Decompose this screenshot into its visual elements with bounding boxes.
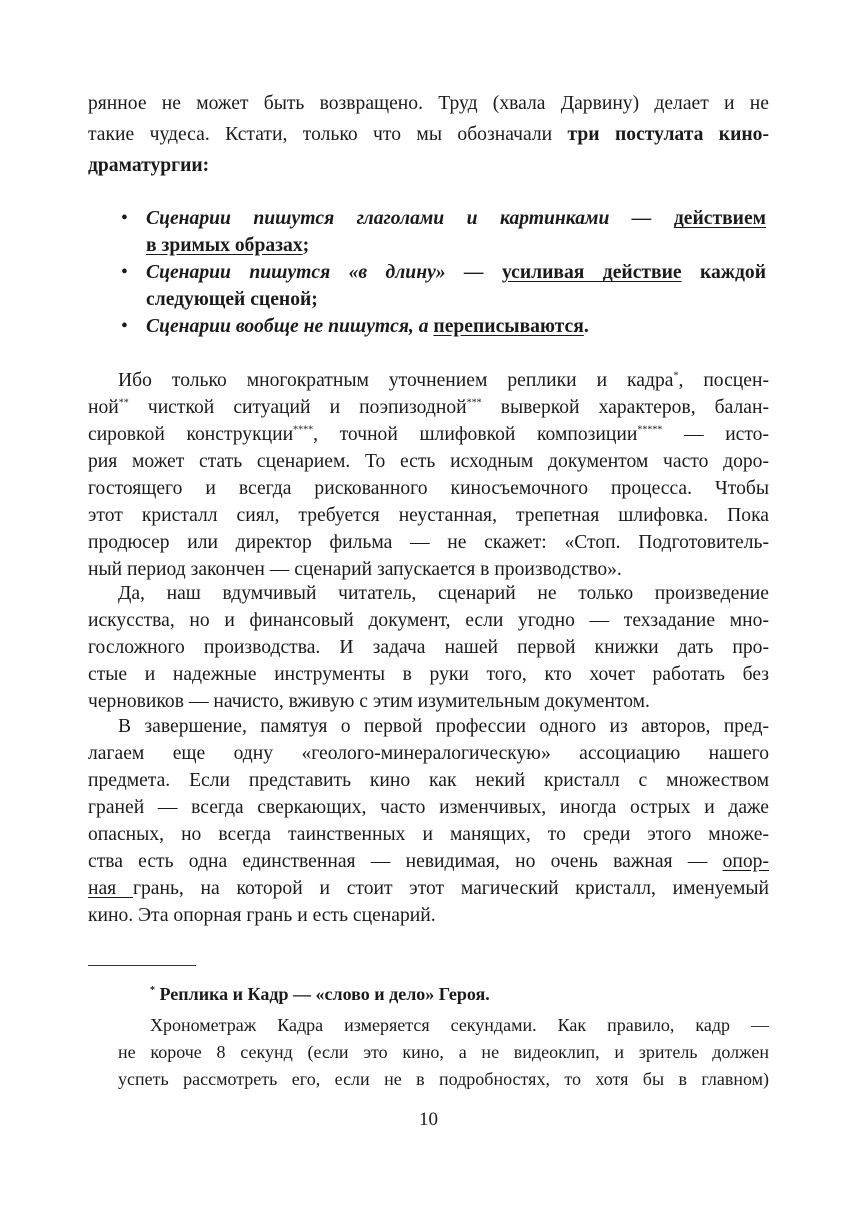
footnote-title-text: Реплика и Кадр — «слово и дело» Героя.	[155, 984, 490, 1004]
bullet-3-end: .	[583, 316, 589, 337]
footnote-mark: *	[150, 985, 155, 996]
footnote-rule	[88, 965, 196, 966]
p1-text: — исто-	[662, 424, 769, 445]
p3-text: грань, на которой и стоит этот магический кристалл, именуемый	[132, 878, 770, 899]
p3-line-3: предмета. Если представить кино как некий кристалл с множеством	[88, 770, 769, 791]
footnote-ref: ****	[293, 424, 314, 436]
bullet-3-text: Сценарии вообще не пишутся, а	[146, 316, 434, 337]
p2-line-2: искусства, но и финансовый документ, если угодно — техзадание мно-	[88, 610, 769, 631]
p1-line-1	[118, 367, 769, 394]
p1-line-2	[88, 394, 769, 421]
intro-line-2	[88, 121, 769, 148]
intro-text: такие чудеса. Кстати, только что мы обозначали	[88, 124, 568, 145]
bullet-item-3	[118, 313, 769, 340]
p3-line-4: граней — всегда сверкающих, часто изменчивых, иногда острых и даже	[88, 797, 769, 818]
p1-line-8: ный период закончен — сценарий запускается в производство».	[88, 559, 622, 580]
bullet-2-line-1	[146, 259, 766, 286]
p2-line-5: черновиков — начисто, вживую с этим изумительным документом.	[88, 691, 650, 712]
p1-text: чисткой ситуаций и поэпизодной	[128, 397, 467, 418]
page-number: 10	[419, 1109, 438, 1130]
p2-line-4: стые и надежные инструменты в руки того, кто хочет работать без	[88, 664, 769, 685]
footnote-ref: **	[118, 397, 129, 409]
footnote-title	[150, 981, 769, 1008]
intro-line-3: драматургии:	[88, 155, 210, 176]
p3-line-5: опасных, но всегда таинственных и манящих, то среди этого множе-	[88, 824, 769, 845]
bullet-1-end: ;	[302, 235, 310, 256]
bullet-item-1	[118, 205, 769, 259]
p3-line-8: кино. Эта опорная грань и есть сценарий.	[88, 905, 436, 926]
bullet-item-2	[118, 259, 769, 313]
footnote-line-1: Хронометраж Кадра измеряется секундами. Как правило, кадр —	[150, 1015, 769, 1035]
footnote-ref: ***	[466, 397, 482, 409]
p3-line-6	[88, 848, 769, 875]
bullet-glyph: •	[121, 316, 128, 337]
p3-line-1: В завершение, памятуя о первой профессии одного из авторов, пред-	[118, 716, 769, 737]
p2-line-3: госложного производства. И задача нашей первой книжки дать про-	[88, 637, 769, 658]
bullet-glyph: •	[121, 208, 128, 229]
p3-line-2: лагаем еще одну «геолого-минералогическую» ассоциацию нашего	[88, 743, 769, 764]
p1-line-5: гостоящего и всегда рискованного киносъемочного процесса. Чтобы	[88, 478, 769, 499]
bullet-3-emphasis: переписываются	[433, 316, 584, 337]
bullet-1-emphasis: действием	[673, 208, 766, 229]
footnote-ref: *****	[637, 424, 663, 436]
p1-text: Ибо только многократным уточнением реплики и кадра	[118, 370, 674, 391]
bullet-3-line-1	[146, 313, 766, 340]
bullet-2-line-2: следующей сценой;	[146, 289, 318, 310]
p2-line-1: Да, наш вдумчивый читатель, сценарий не только произведение	[118, 583, 769, 604]
p1-line-4: рия может стать сценарием. То есть исходным документом часто доро-	[88, 451, 769, 472]
p1-text: ной	[88, 397, 119, 418]
p1-line-7: продюсер или директор фильма — не скажет: «Стоп. Подготовитель-	[88, 532, 769, 553]
p1-text: , точной шлифовкой композиции	[313, 424, 638, 445]
footnote-line-3: успеть рассмотреть его, если не в подробностях, то хотя бы в главном)	[118, 1069, 769, 1089]
p1-text: , посцен-	[678, 370, 769, 391]
bullet-2-text: Сценарии пишутся «в длину» —	[146, 262, 502, 283]
bullet-1-line-2	[146, 232, 766, 259]
intro-line-1: рянное не может быть возвращено. Труд (хвала Дарвину) делает и не	[88, 93, 769, 114]
p1-text: сировкой конструкции	[88, 424, 294, 445]
underlined-word: опор-	[722, 851, 769, 872]
bullet-2-tail: каждой	[681, 262, 766, 283]
bullet-1-line-1	[146, 205, 766, 232]
p1-line-3	[88, 421, 769, 448]
bullet-1-text: Сценарии пишутся глаголами и картинками —	[146, 208, 674, 229]
postulates-phrase: три постулата кино-	[567, 124, 769, 145]
p1-text: выверкой характеров, балан-	[481, 397, 769, 418]
footnote-line-2: не короче 8 секунд (если это кино, а не видеоклип, и зритель должен	[118, 1042, 769, 1062]
p3-text: ства есть одна единственная — невидимая, но очень важная —	[88, 851, 723, 872]
p1-line-6: этот кристалл сиял, требуется неустанная, трепетная шлифовка. Пока	[88, 505, 769, 526]
underlined-word-cont: ная	[88, 878, 133, 899]
bullet-glyph: •	[121, 262, 128, 283]
p3-line-7	[88, 875, 769, 902]
bullet-2-emphasis: усиливая действие	[501, 262, 682, 283]
footnote-ref: *	[673, 370, 679, 382]
bullet-1-emphasis-cont: в зримых образах	[146, 235, 303, 256]
